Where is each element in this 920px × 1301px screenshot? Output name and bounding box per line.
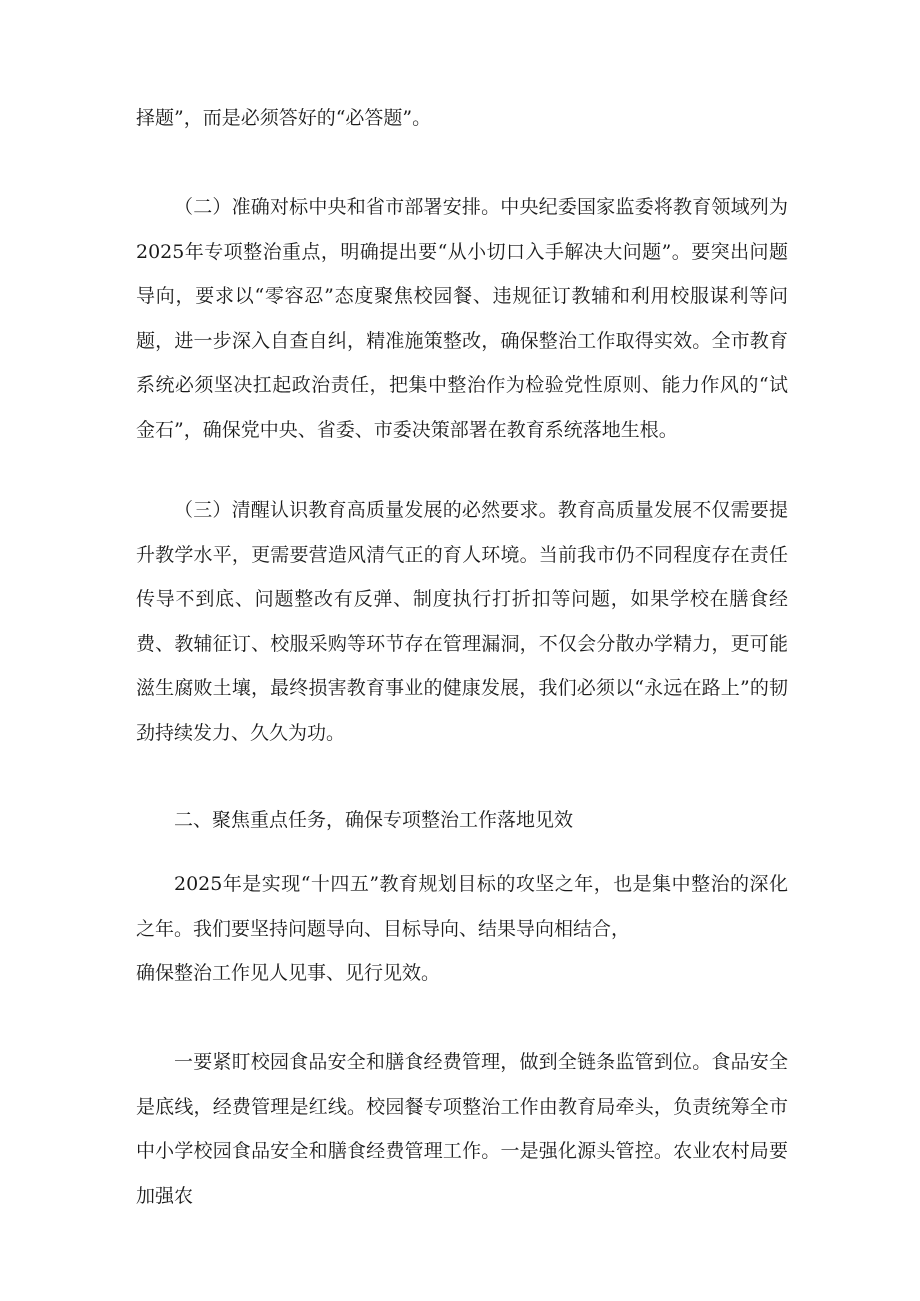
paragraph-food-safety: 一要紧盯校园食品安全和膳食经费管理，做到全链条监管到位。食品安全是底线，经费管理是红线。校园餐专项整治工作由教育局牵头，负责统筹全市中小学校园食品安全和膳食经费管理工作。一是强化源头管控。农业农村局要加强农 <box>136 1051 788 1207</box>
paragraph-section-three: （三）清醒认识教育高质量发展的必然要求。教育高质量发展不仅需要提升教学水平，更需要营造风清气正的育人环境。当前我市仍不同程度存在责任传导不到底、问题整改有反弹、制度执行打折扣等问题，如果学校在膳食经费、教辅征订、校服采购等环节存在管理漏洞，不仅会分散办学精力，更可能滋生腐败土壤，最终损害教育事业的健康发展，我们必须以“永远在路上”的韧劲持续发力、久久为功。 <box>136 499 788 744</box>
section-heading-two: 二、聚焦重点任务，确保专项整治工作落地见效 <box>174 809 574 831</box>
paragraph-2025-goals: 2025年是实现“十四五”教育规划目标的攻坚之年，也是集中整治的深化之年。我们要坚持问题导向、目标导向、结果导向相结合， <box>136 873 788 940</box>
paragraph-section-two: （二）准确对标中央和省市部署安排。中央纪委国家监委将教育领域列为2025年专项整治重点，明确提出要“从小切口入手解决大问题”。要突出问题导向，要求以“零容忍”态度聚焦校园餐、违规征订教辅和利用校服谋利等问题，进一步深入自查自纠，精准施策整改，确保整治工作取得实效。全市教育系统必须坚决扛起政治责任，把集中整治作为检验党性原则、能力作风的“试金石”，确保党中央、省委、市委决策部署在教育系统落地生根。 <box>136 196 788 441</box>
paragraph-2025-goals-end: 确保整治工作见人见事、见行见效。 <box>136 962 441 984</box>
paragraph-continuation: 择题”，而是必须答好的“必答题”。 <box>136 107 432 129</box>
